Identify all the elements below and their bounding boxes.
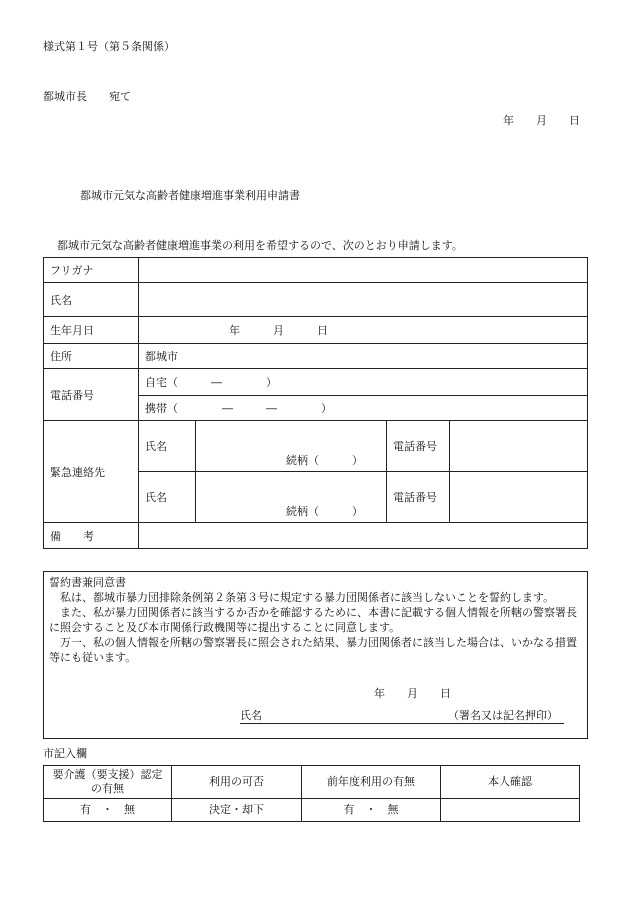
application-table: [43, 257, 588, 549]
emergency-label: 緊急連絡先: [44, 421, 139, 523]
intro-text: 都城市元気な高齢者健康増進事業の利用を希望するので、次のとおり申請します。: [57, 239, 463, 252]
emergency-phone-field-1[interactable]: [450, 421, 588, 472]
addressee: 都城市長 宛て: [43, 90, 131, 103]
city-section-title: 市記入欄: [43, 747, 87, 760]
home-phone: 自宅（ ― ）: [145, 376, 277, 389]
form-number: 様式第１号（第５条関係）: [43, 40, 175, 53]
emergency-name-field-1[interactable]: [196, 421, 387, 472]
value-previous-year-usage[interactable]: 有 ・ 無: [302, 799, 441, 822]
remarks-field[interactable]: [139, 523, 588, 549]
mobile-phone-field[interactable]: [139, 396, 588, 421]
furigana-label: フリガナ: [44, 258, 139, 283]
birthdate-field[interactable]: [139, 317, 588, 344]
header-usage-approval: 利用の可否: [172, 766, 302, 799]
birthdate-value: 年 月 日: [229, 324, 328, 337]
emergency-name-label-1: 氏名: [139, 421, 196, 472]
mobile-phone: 携帯（ ― ― ）: [145, 402, 332, 415]
oath-paragraph-2: また、私が暴力団関係者に該当するか否かを確認するために、本書に記載する個人情報を所轄の警察署長に照会すること及び本市関係行政機関等に提出することに同意します。: [49, 606, 577, 634]
address-field[interactable]: [139, 344, 588, 369]
emergency-phone-label-1: 電話番号: [387, 421, 450, 472]
oath-paragraph-1: 私は、都城市暴力団排除条例第２条第３号に規定する暴力団関係者に該当しないことを誓約します。: [49, 591, 555, 604]
name-label: 氏名: [44, 283, 139, 317]
value-identity-check[interactable]: [441, 799, 580, 822]
date-header: 年 月 日: [503, 114, 580, 127]
oath-paragraph-3: 万一、私の個人情報を所轄の警察署長に照会された結果、暴力団関係者に該当した場合は、いかなる措置等にも従います。: [49, 636, 577, 664]
home-phone-field[interactable]: [139, 369, 588, 396]
emergency-name-label-2: 氏名: [139, 472, 196, 523]
emergency-relation-2: 続柄（ ）: [286, 505, 363, 518]
birthdate-label: 生年月日: [44, 317, 139, 344]
value-usage-approval[interactable]: 決定・却下: [172, 799, 302, 822]
oath-title: 誓約書兼同意書: [49, 576, 126, 589]
value-care-certification[interactable]: 有 ・ 無: [44, 799, 172, 822]
remarks-label: 備 考: [44, 523, 139, 549]
name-field[interactable]: [139, 283, 588, 317]
emergency-name-field-2[interactable]: [196, 472, 387, 523]
signature-name-label: 氏名: [240, 709, 262, 722]
emergency-relation-1: 続柄（ ）: [286, 454, 363, 467]
address-value: 都城市: [145, 350, 178, 363]
city-entry-table: [43, 765, 580, 822]
furigana-field[interactable]: [139, 258, 588, 283]
emergency-phone-field-2[interactable]: [450, 472, 588, 523]
phone-label: 電話番号: [44, 369, 139, 421]
signature-note: （署名又は記名押印）: [448, 709, 558, 722]
address-label: 住所: [44, 344, 139, 369]
header-previous-year-usage: 前年度利用の有無: [302, 766, 441, 799]
form-title: 都城市元気な高齢者健康増進事業利用申請書: [80, 189, 300, 202]
oath-consent-box: [43, 571, 588, 739]
header-identity-check: 本人確認: [441, 766, 580, 799]
header-care-certification: 要介護（要支援）認定の有無: [44, 766, 172, 799]
emergency-phone-label-2: 電話番号: [387, 472, 450, 523]
signature-line[interactable]: [240, 708, 564, 724]
oath-date: 年 月 日: [374, 687, 451, 700]
